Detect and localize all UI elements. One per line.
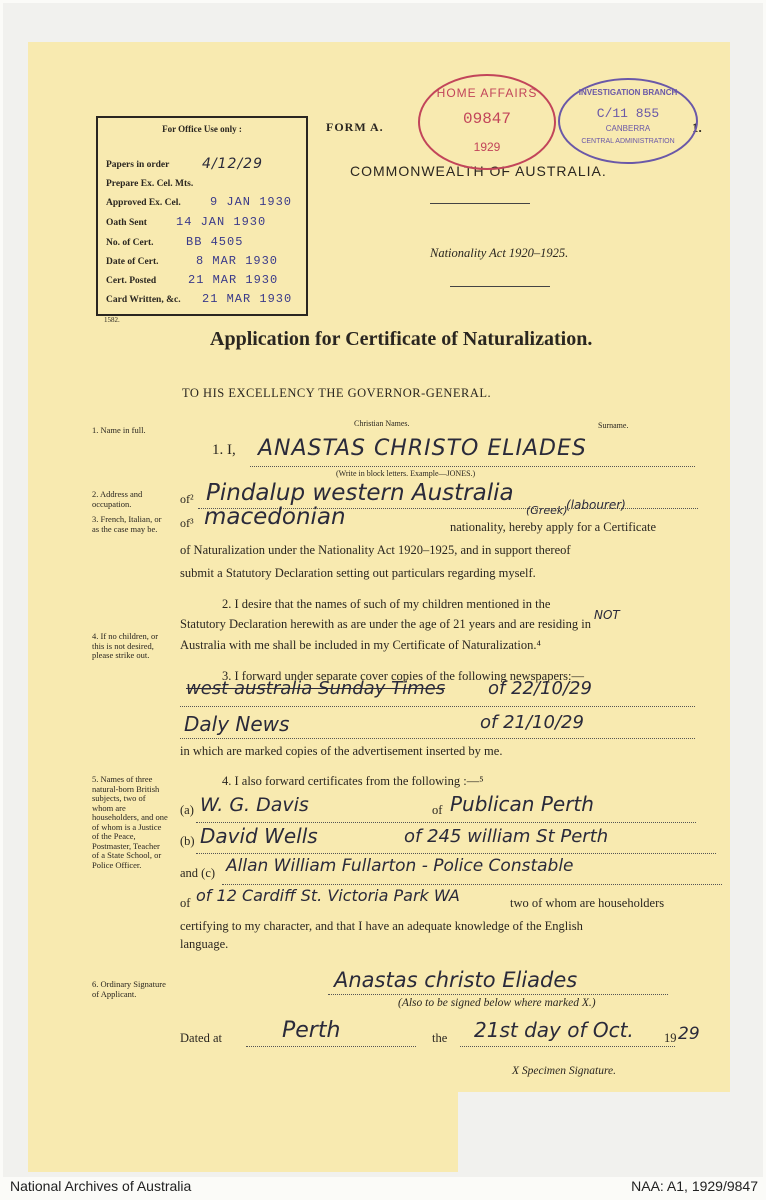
body-text: certifying to my character, and that I have an adequate knowledge of the English [180,919,583,933]
investigation-branch-stamp [558,78,698,164]
body-text: two of whom are householders [510,896,665,910]
referee-a: W. G. Davis [200,794,309,816]
date-signed: 21st day of Oct. [474,1018,634,1042]
office-row-value: 14 JAN 1930 [176,215,267,229]
body-text: language. [180,937,229,951]
document-title: Application for Certificate of Naturalization. [210,328,593,350]
office-row-value: 21 MAR 1930 [202,292,293,306]
office-use-box [96,116,308,316]
office-row-value: 8 MAR 1930 [196,254,279,268]
stamp-text: CENTRAL ADMINISTRATION [581,138,675,145]
ref-marker: (a) [180,803,194,817]
dotted-line [180,706,695,707]
dotted-line [328,994,668,995]
ref-marker: (b) [180,834,195,848]
body-text: Statutory Declaration herewith as are under the age of 21 years and are residing in [180,617,591,631]
of-label: of [180,896,191,910]
office-use-header: For Office Use only : [162,124,242,134]
dotted-line [250,466,695,467]
rule [450,286,550,287]
place-signed: Perth [282,1018,341,1043]
body-text: Australia with me shall be included in my Certificate of Naturalization.⁴ [180,638,541,652]
newspaper-name: Daly News [184,712,290,736]
body-text: 4. I also forward certificates from the following :—⁵ [222,774,484,788]
referee-b: David Wells [200,824,318,848]
side-note: 3. French, Italian, or as the case may be. [92,514,162,534]
torn-corner [458,1092,730,1177]
body-text: submit a Statutory Declaration setting out particulars regarding myself. [180,566,536,580]
dotted-line [180,738,695,739]
office-row-label: Prepare Ex. Cel. Mts. [106,179,194,189]
address-prefix: of² [180,492,194,506]
form-label: FORM A. [326,120,384,134]
stamp-text: HOME AFFAIRS [436,86,538,100]
dotted-line [196,853,716,854]
office-row-value: BB 4505 [186,235,244,249]
office-row-label: No. of Cert. [106,238,154,248]
newspaper-date: of 22/10/29 [488,678,592,699]
ref-marker: and (c) [180,866,216,880]
side-note: 4. If no children, or this is not desired, please strike out. [92,631,159,660]
dotted-line [196,822,696,823]
body-text: in which are marked copies of the advertisement inserted by me. [180,744,503,758]
archive-name: National Archives of Australia [10,1178,192,1194]
nationality-prefix: of³ [180,516,194,530]
office-row-value: 4/12/29 [202,156,263,172]
body-text: of Naturalization under the Nationality Act 1920–1925, and in support thereof [180,543,571,557]
office-row-label: Papers in order [106,160,170,170]
the-label: the [432,1031,448,1045]
side-note: 6. Ordinary Signature of Applicant. [92,979,166,999]
surname-label: Surname. [598,421,629,430]
form-number: 1. [692,120,702,135]
body-text: nationality, hereby apply for a Certificate [450,520,657,534]
dated-label: Dated at [180,1031,222,1045]
dotted-line [460,1046,675,1047]
applicant-occupation: (labourer) [566,498,626,512]
side-note: 2. Address and occupation. [92,489,143,509]
of-label: of [432,803,443,817]
side-note: 5. Names of three natural-born British subjects, two of whom are householders, and one of whom is a Justice of the Peace, Postmaster, Teacher of a State School, or Police Officer. [92,774,168,870]
office-row-value: 21 MAR 1930 [188,273,279,287]
stamp-year: 1929 [473,140,501,154]
signature-note: (Also to be signed below where marked X.) [398,997,596,1009]
dotted-line [246,1046,416,1047]
applicant-signature: Anastas christo Eliades [334,968,578,992]
stamp-text: CANBERRA [605,124,651,133]
specimen-label: X Specimen Signature. [512,1065,617,1077]
referee-a-detail: Publican Perth [450,792,594,816]
applicant-greek: (Greek) [526,504,568,517]
form-code: 1582. [104,316,120,324]
office-row-label: Oath Sent [106,218,147,228]
office-row-label: Cert. Posted [106,276,157,286]
applicant-nationality: macedonian [204,504,346,530]
applicant-name: ANASTAS CHRISTO ELIADES [258,436,587,461]
country-heading: COMMONWEALTH OF AUSTRALIA. [350,163,607,179]
handwritten-insert: NOT [594,608,620,622]
year-signed: 29 [678,1024,700,1044]
act-name: Nationality Act 1920–1925. [430,246,569,260]
office-row-label: Card Written, &c. [106,295,181,305]
referee-b-detail: of 245 william St Perth [404,826,609,847]
stamp-number: C/11 855 [596,106,660,121]
stamp-number: 09847 [462,110,511,128]
office-row-label: Date of Cert. [106,257,159,267]
home-affairs-stamp [418,74,556,170]
struck-newspaper: west australia Sunday Times [186,678,446,699]
dotted-line [222,884,722,885]
christian-names-label: Christian Names. [354,419,410,428]
year-prefix: 19 [664,1031,677,1045]
office-row-value: 9 JAN 1930 [210,195,293,209]
newspaper-date: of 21/10/29 [480,712,584,733]
referee-c: Allan William Fullarton - Police Constable [226,856,574,876]
body-text: 2. I desire that the names of such of my children mentioned in the [222,597,551,611]
addressee: TO HIS EXCELLENCY THE GOVERNOR-GENERAL. [182,386,492,400]
referee-c-address: of 12 Cardiff St. Victoria Park WA [196,886,460,905]
archive-reference: NAA: A1, 1929/9847 [631,1178,758,1194]
office-row-label: Approved Ex. Cel. [106,198,181,208]
applicant-address: Pindalup western Australia [206,480,514,506]
body-text: 3. I forward under separate cover copies of the following newspapers:— [222,669,585,683]
rule [430,203,530,204]
stamp-text: INVESTIGATION BRANCH [578,88,678,97]
block-letters-note: (Write in block letters. Example—JONES.) [336,469,476,478]
name-prefix: 1. I, [212,442,236,458]
side-note: 1. Name in full. [92,425,146,435]
